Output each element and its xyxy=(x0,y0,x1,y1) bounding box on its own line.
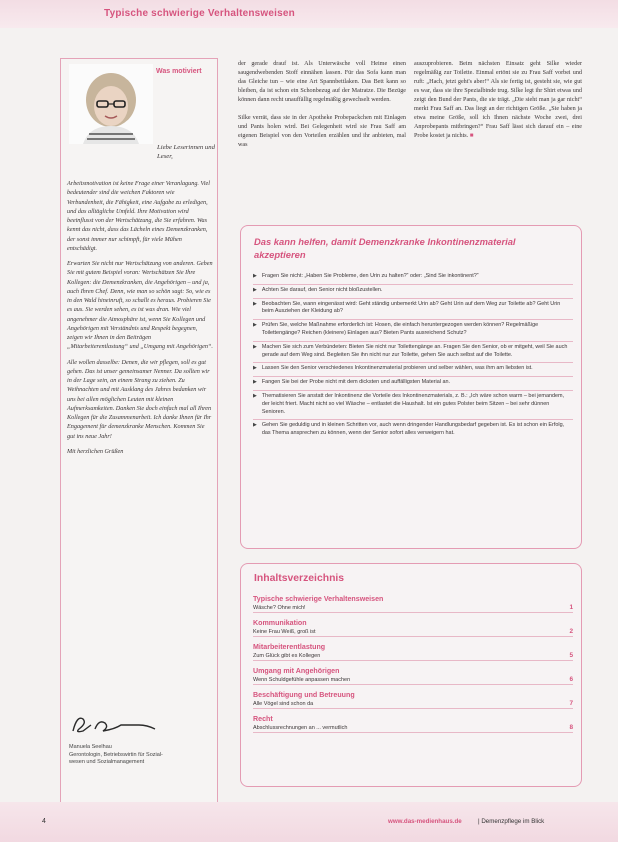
sidebar-greeting: Liebe Leserinnen und Leser, xyxy=(157,144,215,160)
contents-entry xyxy=(253,700,573,709)
sidebar-paragraph: Arbeitsmotivation ist keine Frage einer Veranlagung. Viel bedeutender sind die weichen Faktoren wie Verbundenheit, die Fähigkeit, eine Aufgabe zu erledigen, und das alltägliche Umfeld. Ihre Motivation wird beeinflusst von der Wertschätzung, die Sie erfahren. Was kennt das nicht, dass das Lächeln eines Demenzkranken, der sonst immer nur schimpft, für viele Mühen entschädigt. xyxy=(67,180,211,252)
handwritten-signature xyxy=(69,711,159,737)
end-mark-icon: ■ xyxy=(469,132,474,139)
tip-text: Achten Sie darauf, den Senior nicht bloßzustellen. xyxy=(261,286,383,293)
header-title: Typische schwierige Verhaltensweisen xyxy=(104,8,295,19)
contents-entry xyxy=(253,652,573,661)
contents-entry xyxy=(253,724,573,733)
contents-section-heading: Mitarbeiterentlastung xyxy=(253,643,326,651)
contents-section-heading: Typische schwierige Verhaltensweisen xyxy=(253,595,384,603)
signature-role: wesen und Sozialmanagement xyxy=(69,759,145,765)
contents-section-heading: Beschäftigung und Betreuung xyxy=(253,691,355,699)
contents-section[interactable] xyxy=(253,714,573,738)
header-band xyxy=(0,0,618,28)
contents-section-heading: Umgang mit Angehörigen xyxy=(253,667,340,675)
contents-section-heading: Kommunikation xyxy=(253,619,307,627)
contents-entry-title: Wäsche? Ohne mich! xyxy=(253,605,306,611)
contents-page-number: 7 xyxy=(569,700,573,707)
contents-entry xyxy=(253,604,573,613)
sidebar-body xyxy=(67,179,213,462)
contents-section[interactable] xyxy=(253,618,573,642)
article-column-right-text: auszuprobieren. Beim nächsten Einsatz geht Silke wieder regelmäßig zur Toilette. Einmal ertönt sie zu Frau Saff vorbei und ruft: „Hach, jetzt geht's aber!“ Als sie fertig ist, gesteht sie, wie gut es war, dass sie ihre Spezialbinde trug. Silke legt ihr Shirt etwas und zeigt den Bund der Pants, die sie trägt. „Die sieht man ja gar nicht“ merkt Frau Saff an. Das liegt an der richtigen Größe. „Sie haben ja etwa meine Größe, soll ich Ihnen nächste Woche zwei, drei Anprobepants mitbringen?“ Frau Saff lässt sich darauf ein – eine Probe kostet ja nichts. xyxy=(414,61,582,139)
contents-box xyxy=(240,563,582,787)
sidebar-paragraph: Alle wollen dasselbe: Denen, die wir pflegen, soll es gut gehen. Das ist unser gemeinsamer Nenner. Da sollten wir in der Lage sein, an einem Strang zu ziehen. Zu Weihnachten und mit Ausklang des Jahres bedanken wir uns bei allen möglichen Leuten mit kleinen Aufmerksamkeiten. Danken Sie doch einfach mal all Ihren Kollegen für die Zusammenarbeit. Ich danke Ihnen für Ihr Engagement für demenzkranke Menschen. Kommen Sie gut ins neue Jahr! xyxy=(67,358,212,440)
page-number: 4 xyxy=(42,818,46,825)
arrow-bullet-icon: ▶ xyxy=(253,392,257,399)
tip-text: Fragen Sie nicht: „Haben Sie Probleme, den Urin zu halten?“ oder: „Sind Sie inkontinent?“ xyxy=(261,273,479,279)
arrow-bullet-icon: ▶ xyxy=(253,286,257,293)
arrow-bullet-icon: ▶ xyxy=(253,365,257,372)
author-photo xyxy=(69,64,153,144)
arrow-bullet-icon: ▶ xyxy=(253,343,257,350)
sidebar-closing: Mit herzlichen Grüßen xyxy=(67,447,124,455)
tip-text: Beobachten Sie, wann eingenässt wird: Geht ständig unbemerkt Urin ab? Geht Urin auf dem Weg zur Toilette ab? Geht Urin beim Ausziehen der Kleidung ab? xyxy=(261,300,561,315)
contents-section[interactable] xyxy=(253,594,573,618)
contents-entry-title: Wenn Schuldgefühle anpassen machen xyxy=(253,677,351,683)
arrow-bullet-icon: ▶ xyxy=(253,322,257,329)
tip-text: Machen Sie sich zum Verbündeten: Bieten Sie nicht nur Toilettengänge an. Fragen Sie den Senior, ob er mitgeht, weil Sie auch gerade auf dem Weg sind. Begleiten Sie ihn nicht nur zur Toilette, gehen Sie auch selbst auf die Toilette. xyxy=(261,343,568,358)
contents-page-number: 8 xyxy=(569,724,573,731)
contents-entry-title: Zum Glück gibt es Kollegen xyxy=(253,653,321,659)
list-item xyxy=(253,363,573,377)
contents-list xyxy=(253,594,573,738)
list-item xyxy=(253,320,573,342)
sidebar-paragraph: Erwarten Sie nicht nur Wertschätzung von anderen. Geben Sie mit gutem Beispiel voran: Wertschätzen Sie Ihre Kollegen: die Demenzkranken, die Angehörigen – und ja, auch Ihren Chef. Denn, wie man so schön sagt: So, wie es in den Wald hineinruft, so schallt es heraus. Probieren Sie es aus. Sie werden sehen, es ist was dran. Wie viel angenehmer die Atmosphäre ist, wenn Sie Kollegen und Angehörigen mit Verständnis und Respekt begegnen, zeigen wir Ihnen in den Beiträgen „Mitarbeiterentlastung“ und „Umgang mit Angehörigen“. xyxy=(67,260,213,351)
arrow-bullet-icon: ▶ xyxy=(253,273,257,279)
contents-page-number: 6 xyxy=(569,676,573,683)
contents-page-number: 5 xyxy=(569,652,573,659)
article-column-middle: der gerade drauf ist. Als Unterwäsche voll Heime einen saugendwebenden Stoff einnähen lassen. Für das Sofa kann man das Gleiche tun – wie eine Art Spannbettlaken. Das Bett kann so bleiben, da ist schon ein Schonbezug auf der Matratze. Die Bezüge können dann recht unauffällig regelmäßig gewechselt werden. Silke verrät, dass sie in der Apotheke Probepackchen mit Einlagen und Pants holen wird. Bei Gelegenheit wird sie Frau Saff am eigenen Beispiel von den Vorteilen erzählen und ihr anbieten, mal was xyxy=(238,61,406,148)
footer-url-link[interactable]: www.das-medienhaus.de xyxy=(388,818,462,825)
contents-section[interactable] xyxy=(253,690,573,714)
contents-entry-title: Alle Vögel sind schon da xyxy=(253,701,314,707)
contents-title: Inhaltsverzeichnis xyxy=(254,573,345,584)
contents-entry xyxy=(253,676,573,685)
editorial-sidebar xyxy=(60,58,218,803)
tip-text: Prüfen Sie, welche Maßnahme erforderlich ist: Hosen, die einfach heruntergezogen werden können? Regelmäßige Toilettengänge? Reichen (kleinere) Einlagen aus? Bieten Pants ausreichend Schutz? xyxy=(261,322,539,336)
list-item xyxy=(253,342,573,364)
contents-page-number: 1 xyxy=(569,604,573,611)
signature-role: Gerontologin, Betriebswirtin für Sozial- xyxy=(69,751,163,758)
arrow-bullet-icon: ▶ xyxy=(253,300,257,307)
contents-section[interactable] xyxy=(253,666,573,690)
contents-entry-title: Abschlussrechnungen an ... vermutlich xyxy=(253,725,348,731)
tips-title: Das kann helfen, damit Demenzkranke Inkontinenzmaterial akzeptieren xyxy=(254,236,516,260)
signature-name: Manuela Seelhau xyxy=(69,744,112,750)
arrow-bullet-icon: ▶ xyxy=(253,422,257,429)
list-item xyxy=(253,420,573,441)
list-item xyxy=(253,285,573,299)
article-column-right xyxy=(414,60,582,141)
list-item xyxy=(253,391,573,420)
signature-block xyxy=(69,744,215,767)
arrow-bullet-icon: ▶ xyxy=(253,379,257,386)
list-item xyxy=(253,299,573,321)
tip-text: Fangen Sie bei der Probe nicht mit dem dicksten und auffälligsten Material an. xyxy=(261,379,451,386)
tips-list xyxy=(253,271,573,441)
tip-text: Lassen Sie den Senior verschiedenes Inkontinenzmaterial probieren und selber wählen, was ihm am liebsten ist. xyxy=(261,365,533,372)
contents-entry-title: Keine Frau Weiß, groß ist xyxy=(253,629,316,635)
tip-text: Gehen Sie geduldig und in kleinen Schritten vor, auch wenn dringender Handlungsbedarf gegeben ist. Es ist schon ein Erfolg, das Thema ansprechen zu können, wenn der Senior sofort alles verweigern hat. xyxy=(261,422,565,437)
contents-section[interactable] xyxy=(253,642,573,666)
contents-entry xyxy=(253,628,573,637)
contents-section-heading: Recht xyxy=(253,715,273,723)
contents-page-number: 2 xyxy=(569,628,573,635)
footer-publication: | Demenzpflege im Blick xyxy=(478,818,545,825)
sidebar-heading: Was motiviert xyxy=(156,68,202,75)
author-portrait-image xyxy=(69,64,153,144)
tip-text: Thematisieren Sie anstatt der Inkontinenz die Vorteile des Inkontinenzmaterials, z. B.: „Ich wäre schon warm – bei jemandem, der leicht friert. Macht nicht so viel Wäsche – entlastet die Haushalt. Ist ein gutes Polster beim Sitzen – bei sehr dünnen Senioren. xyxy=(261,392,565,415)
list-item xyxy=(253,271,573,285)
list-item xyxy=(253,377,573,391)
tips-box xyxy=(240,225,582,549)
